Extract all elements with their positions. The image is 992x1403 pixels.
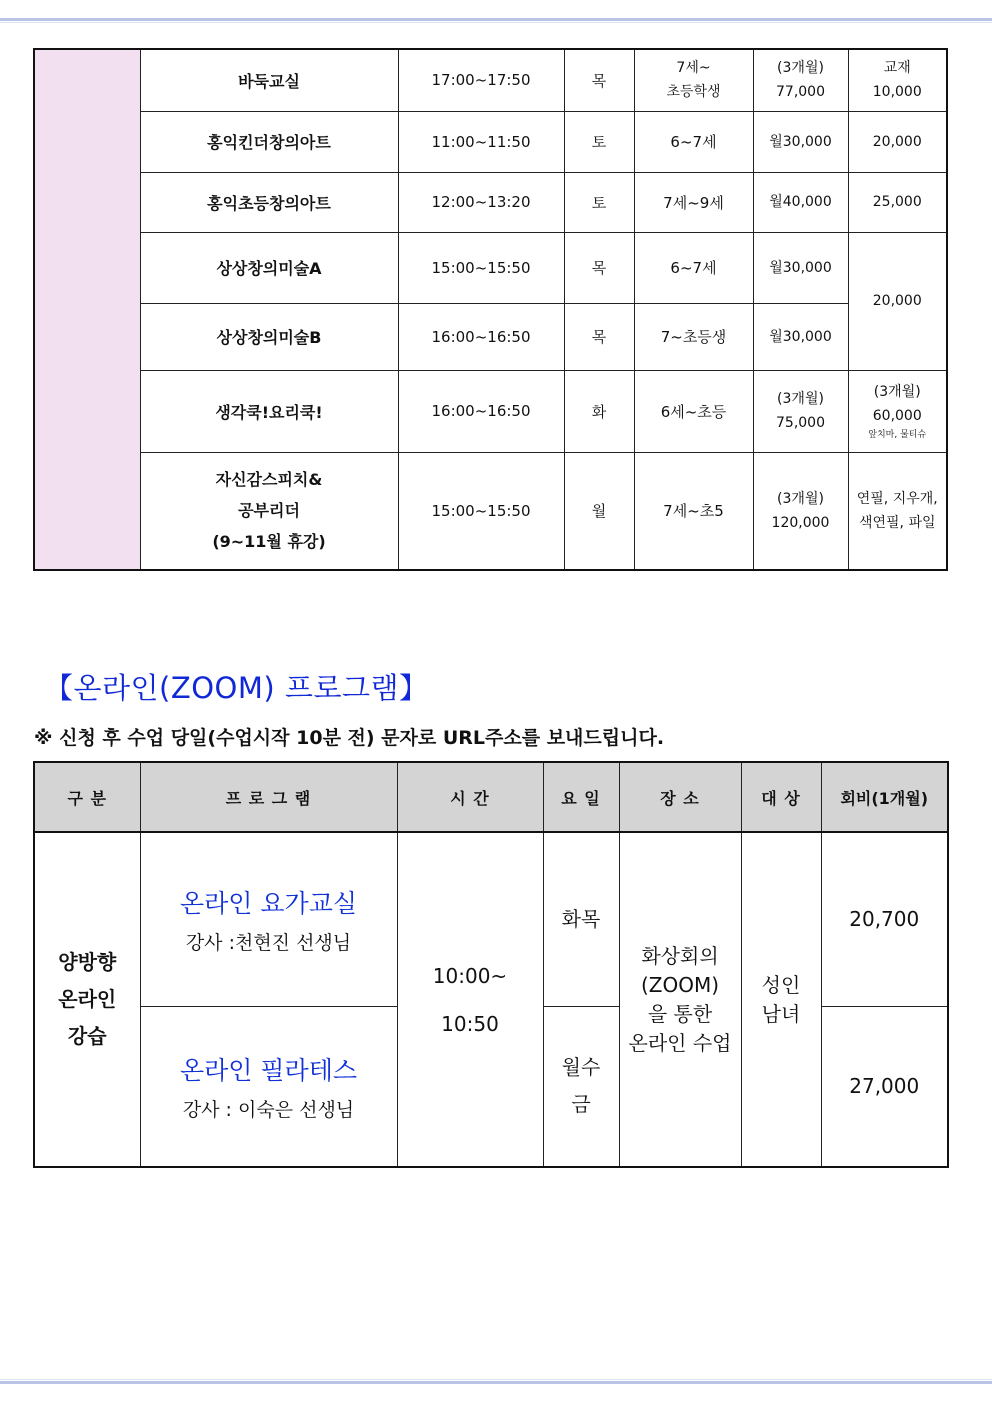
program-day: 목 <box>564 303 634 370</box>
program-day: 화목 <box>543 832 619 1006</box>
table-row <box>34 370 947 452</box>
program-name: 바둑교실 <box>140 49 398 111</box>
program-name: 홍익초등창의아트 <box>140 172 398 232</box>
program-fee: 월30,000 <box>753 111 848 172</box>
program-age: 6~7세 <box>634 232 753 303</box>
program-name: 온라인 요가교실 <box>180 888 357 918</box>
table-row <box>34 232 947 303</box>
program-material: (3개월) 60,000 앞치마, 물티슈 <box>848 370 947 452</box>
header-program: 프 로 그 램 <box>140 762 397 832</box>
category-label: 양방향 온라인 강습 <box>34 832 140 1167</box>
program-fee: 월40,000 <box>753 172 848 232</box>
category-cell <box>34 49 140 570</box>
program-time: 16:00~16:50 <box>398 303 564 370</box>
program-fee: (3개월) 75,000 <box>753 370 848 452</box>
table-row <box>34 452 947 570</box>
page-border-top <box>0 18 992 21</box>
page-border-bottom <box>0 1381 992 1384</box>
program-material: 20,000 <box>848 111 947 172</box>
offline-program-table <box>33 48 948 571</box>
program-day: 월수 금 <box>543 1006 619 1167</box>
program-day: 목 <box>564 232 634 303</box>
program-time: 15:00~15:50 <box>398 452 564 570</box>
header-day: 요 일 <box>543 762 619 832</box>
table-row <box>34 49 947 111</box>
program-age: 7세~ 초등학생 <box>634 49 753 111</box>
program-teacher: 강사 :천현진 선생님 <box>185 931 352 954</box>
registration-notice: ※ 신청 후 수업 당일(수업시작 10분 전) 문자로 URL주소를 보내드립니다. <box>34 727 665 749</box>
class-target: 성인 남녀 <box>741 832 821 1167</box>
program-age: 6~7세 <box>634 111 753 172</box>
program-material: 연필, 지우개, 색연필, 파일 <box>848 452 947 570</box>
page-border-top-inner <box>0 22 992 23</box>
program-name: 온라인 필라테스 <box>180 1055 357 1085</box>
program-fee: (3개월) 120,000 <box>753 452 848 570</box>
table-header-row <box>34 762 948 832</box>
program-day: 토 <box>564 172 634 232</box>
table-row <box>34 111 947 172</box>
program-name: 상상창의미술A <box>140 232 398 303</box>
program-day: 월 <box>564 452 634 570</box>
program-material: 20,000 <box>848 232 947 370</box>
program-name: 홍익킨더창의아트 <box>140 111 398 172</box>
program-material: 25,000 <box>848 172 947 232</box>
program-material: 교재 10,000 <box>848 49 947 111</box>
header-time: 시 간 <box>397 762 543 832</box>
program-fee: (3개월) 77,000 <box>753 49 848 111</box>
table-row <box>34 172 947 232</box>
program-pilates <box>140 1006 397 1167</box>
program-time: 17:00~17:50 <box>398 49 564 111</box>
page-border-bottom-inner <box>0 1379 992 1380</box>
program-fee: 월30,000 <box>753 303 848 370</box>
program-time: 12:00~13:20 <box>398 172 564 232</box>
program-time: 16:00~16:50 <box>398 370 564 452</box>
header-place: 장 소 <box>619 762 741 832</box>
program-time: 11:00~11:50 <box>398 111 564 172</box>
program-age: 7세~초5 <box>634 452 753 570</box>
program-day: 화 <box>564 370 634 452</box>
program-time: 15:00~15:50 <box>398 232 564 303</box>
program-fee: 27,000 <box>821 1006 948 1167</box>
program-age: 7세~9세 <box>634 172 753 232</box>
program-fee: 월30,000 <box>753 232 848 303</box>
header-target: 대 상 <box>741 762 821 832</box>
program-teacher: 강사 : 이숙은 선생님 <box>182 1098 355 1121</box>
table-row <box>34 832 948 1006</box>
program-day: 토 <box>564 111 634 172</box>
program-day: 목 <box>564 49 634 111</box>
program-name: 생각쿡!요리쿡! <box>140 370 398 452</box>
program-name: 자신감스피치& 공부리더 (9~11월 휴강) <box>140 452 398 570</box>
program-fee: 20,700 <box>821 832 948 1006</box>
table-row <box>34 303 947 370</box>
header-category: 구 분 <box>34 762 140 832</box>
class-place: 화상회의 (ZOOM) 을 통한 온라인 수업 <box>619 832 741 1167</box>
online-program-table <box>33 761 949 1168</box>
header-fee: 회비(1개월) <box>821 762 948 832</box>
class-time: 10:00~ 10:50 <box>397 832 543 1167</box>
program-age: 6세~초등 <box>634 370 753 452</box>
program-yoga <box>140 832 397 1006</box>
program-age: 7~초등생 <box>634 303 753 370</box>
online-section-title: 【온라인(ZOOM) 프로그램】 <box>44 671 429 705</box>
program-name: 상상창의미술B <box>140 303 398 370</box>
